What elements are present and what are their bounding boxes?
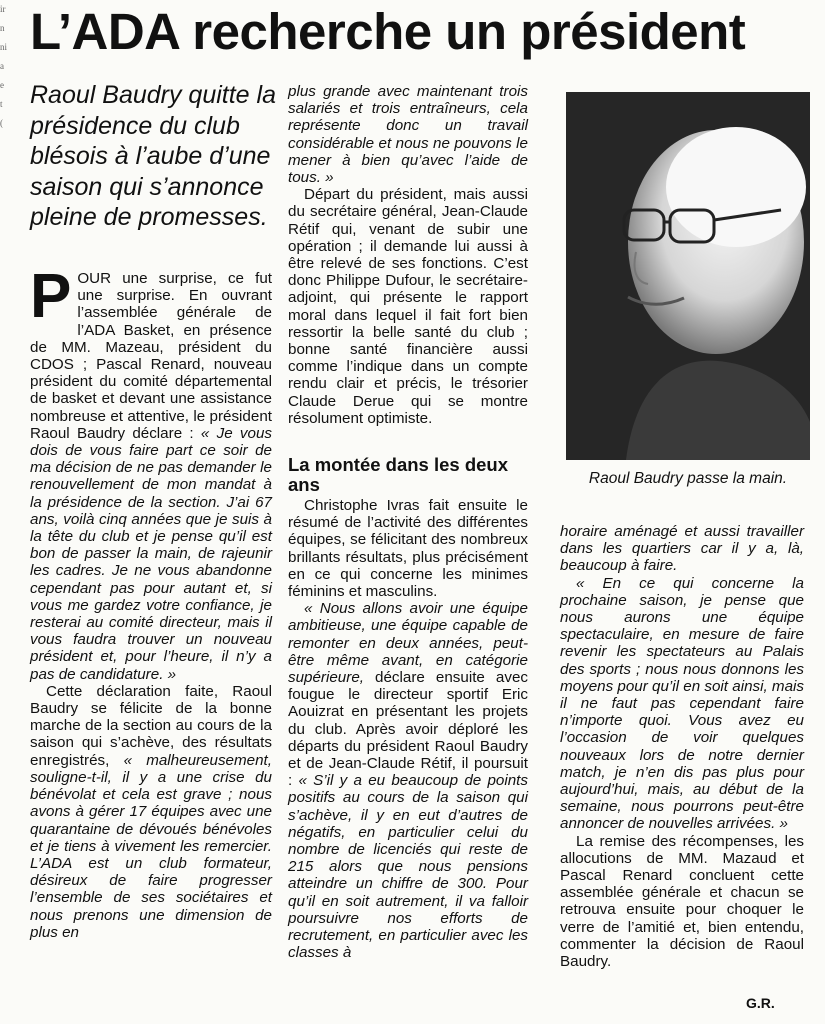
quote: « Nous allons avoir une équipe ambitieuse, une équipe capable de remonter en deux années, peut-être même avant, en catégorie supérieure, — [288, 600, 528, 687]
quote: « En ce qui concerne la prochaine saison, je pense que nous aurons une équipe spectaculaire, en mesure de faire revenir les spectateurs au Palais des sports ; nous nous donnons les moyens pour qu’il en soit ainsi, mais il ne faut pas cependant faire n’importe quoi. Vous avez eu l’occasion de voir quelques nouveaux lors de notre dernier match, je n’en dis pas plus pour aujourd’hui, mais, au début de la semaine, nous pourrons peut-être annoncer de nouvelles arrivées. » — [560, 574, 804, 833]
article-column-2-continued — [288, 497, 528, 961]
headline: L’ADA recherche un président — [30, 3, 746, 60]
author-signature: G.R. — [746, 995, 775, 1011]
section-subhead: La montée dans les deux ans — [288, 454, 509, 495]
adjacent-column-fragments: ir n ni a e t ( — [0, 4, 8, 128]
article-column-3 — [560, 523, 804, 970]
paragraph: Cette déclaration faite, Raoul Baudry se félicite de la bonne marche de la section au cours de la saison qui s’achève, des résultats enregistrés, « malheureusement, souligne-t-il, il y a une crise du bénévolat et cela est grave ; nous avons à gérer 17 équipes avec une quarantaine de dévoués bénévoles et je tiens à vivement les remercier. L’ADA est un club formateur, désireux de faire progresser l’ensemble de ses sociétaires et nous prenons une dimension de plus en — [30, 682, 272, 941]
paragraph: « Nous allons avoir une équipe ambitieuse, une équipe capable de remonter en deux années, peut-être même avant, en catégorie supérieure, déclare ensuite avec fougue le directeur sportif Eric Aouizrat en présentant les projets du club. Après avoir déploré les départs du président Raoul Baudry et de Jean-Claude Rétif, il poursuit : « S’il y a eu beaucoup de points positifs au cours de la saison qui s’achève, il y en eut d’autres de négatifs, en particulier celui du nombre de licenciés qui reste de 215 alors que nous pensions atteindre un chiffre de 300. Pour qu’il en soit autrement, il va falloir poursuivre nos efforts de recrutement, en particulier avec les classes à — [288, 600, 528, 962]
portrait-photo — [566, 92, 810, 460]
quote: « S’il y a eu beaucoup de points positifs au cours de la saison qui s’achève, il y en eut d’autres de négatifs, en particulier celui du nombre de licenciés qui reste de 215 alors que nous pensions atteindre un chiffre de 300. Pour qu’il en soit autrement, il va falloir poursuivre nos efforts de recrutement, en particulier avec les classes à — [288, 772, 528, 962]
paragraph — [288, 83, 528, 186]
paragraph — [560, 523, 804, 575]
article-column-1 — [30, 262, 272, 941]
article-column-2 — [288, 83, 528, 427]
quote: « malheureusement, souligne-t-il, il y a une crise du bénévolat et cela est grave ; nous avons à gérer 17 équipes avec une quarantaine de dévoués bénévoles et je tiens à vivement les remercier. L’ADA est un club formateur, désireux de faire progresser l’ensemble de ses sociétaires et nous prenons une dimension de plus en — [30, 751, 272, 941]
drop-cap: P — [30, 262, 72, 331]
paragraph: Départ du président, mais aussi du secrétaire général, Jean-Claude Rétif qui, venant de subir une opération ; il demande lui aussi à être relevé de ses fonctions. C’est donc Philippe Dufour, le secrétaire-adjoint, qui présente le rapport moral dans lequel il fait fort bien ressortir la belle santé du club ; bonne santé financière aussi comme l’indique dans un compte rendu clair et précis, le trésorier Claude Derue qui se montre résolument optimiste. — [288, 186, 528, 427]
paragraph: POUR une surprise, ce fut une surprise. En ouvrant l’assemblée générale de l’ADA Basket, en présence de MM. Mazeau, président du CDOS ; Pascal Renard, nouveau président du comité départemental de basket et devant une assistance nombreuse et attentive, le président Raoul Baudry déclare : « Je vous dois de vous faire part ce soir de ma décision de ne pas demander le renouvellement de mon mandat à la présidence de la section. J’ai 67 ans, voilà cinq années que je suis à la tête du club et je pense qu’il est bon de passer la main, de rajeunir les cadres. Je ne vous abandonne cependant pas pour autant et, si vous me gardez votre confiance, je resterai au comité directeur, mais il vous faudra trouver un nouveau président et, pour l’heure, il n’y a pas de candidature. » — [30, 262, 272, 683]
portrait-photo-illustration — [566, 92, 810, 460]
quote: horaire aménagé et aussi travailler dans les quartiers car il y a, là, beaucoup à faire. — [560, 523, 804, 575]
photo-caption: Raoul Baudry passe la main. — [588, 470, 788, 487]
paragraph — [560, 575, 804, 833]
paragraph: La remise des récompenses, les allocutions de MM. Mazaud et Pascal Renard concluent cette assemblée générale et chacun se retrouva ensuite pour choquer le verre de l’amitié et, bien entendu, commenter la décision de Raoul Baudry. — [560, 832, 804, 971]
quote: plus grande avec maintenant trois salariés et trois entraîneurs, cela représente donc un travail considérable et nous ne pouvons le mener à bien qu’avec l’aide de tous. » — [288, 83, 528, 187]
article-deck: Raoul Baudry quitte la présidence du club blésois à l’aube d’une saison qui s’annonce pleine de promesses. — [30, 81, 276, 231]
paragraph: Christophe Ivras fait ensuite le résumé de l’activité des différentes équipes, se félicitant des nombreux brillants résultats, plus précisément en ce qui concerne les minimes féminins et masculins. — [288, 497, 528, 601]
quote: « Je vous dois de vous faire part ce soir de ma décision de ne pas demander le renouvellement de mon mandat à la présidence de la section. J’ai 67 ans, voilà cinq années que je suis à la tête du club et je pense qu’il est bon de passer la main, de rajeunir les cadres. Je ne vous abandonne cependant pas pour autant et, si vous me gardez votre confiance, je resterai au comité directeur, mais il vous faudra trouver un nouveau président et, pour l’heure, il n’y a pas de candidature. » — [30, 424, 272, 683]
